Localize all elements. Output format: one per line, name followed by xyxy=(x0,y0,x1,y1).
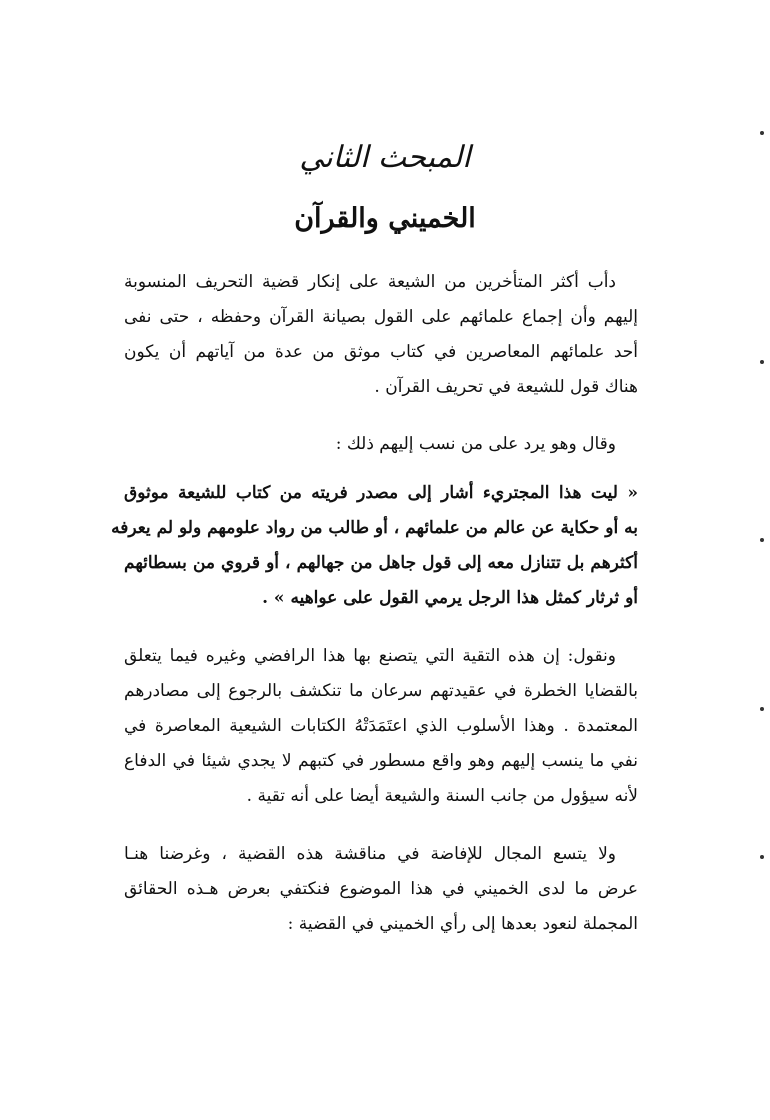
paragraph-response xyxy=(124,639,638,814)
text-line: إليهم وأن إجماع علمائهم على القول بصيانة القرآن وحفظه ، حتى نفى xyxy=(124,307,638,327)
paragraph-quote xyxy=(111,476,638,616)
chapter-title: الخميني والقرآن xyxy=(294,203,476,234)
text-line: أكثرهم بل تتنازل معه إلى قول جاهل من جهالهم ، أو قروي من بسطائهم xyxy=(124,553,638,573)
margin-mark xyxy=(760,131,764,135)
paragraph-intro xyxy=(124,265,638,405)
text-line: نفي ما ينسب إليهم وهو واقع مسطور في كتبهم لا يجدي شيئا في الدفاع xyxy=(124,751,638,771)
text-line: ولا يتسع المجال للإفاضة في مناقشة هذه القضية ، وغرضنا هنـا xyxy=(124,844,616,864)
text-line: المجملة لنعود بعدها إلى رأي الخميني في القضية : xyxy=(287,914,638,934)
text-line: أو ثرثار كمثل هذا الرجل يرمي القول على عواهيه » . xyxy=(262,588,638,608)
text-line: هناك قول للشيعة في تحريف القرآن . xyxy=(374,377,638,397)
text-line: أحد علمائهم المعاصرين في كتاب موثق من عدة من آياتهم أن يكون xyxy=(124,342,638,362)
section-title: المبحث الثاني xyxy=(299,140,471,175)
text-line: عرض ما لدى الخميني في هذا الموضوع فنكتفي بعرض هـذه الحقائق xyxy=(124,879,638,899)
text-line: المعتمدة . وهذا الأسلوب الذي اعتَمَدَتْهُ الكتابات الشيعية المعاصرة في xyxy=(124,716,638,736)
margin-mark xyxy=(760,360,764,364)
text-line: ونقول: إن هذه التقية التي يتصنع بها هذا الرافضي وغيره فيما يتعلق xyxy=(124,646,616,666)
margin-mark xyxy=(760,707,764,711)
margin-mark xyxy=(760,855,764,859)
text-line: بالقضايا الخطرة في عقيدتهم سرعان ما تنكشف بالرجوع إلى مصادرهم xyxy=(124,681,638,701)
paragraph-quote-intro xyxy=(124,427,638,462)
text-line: دأب أكثر المتأخرين من الشيعة على إنكار قضية التحريف المنسوبة xyxy=(124,272,616,292)
margin-mark xyxy=(760,538,764,542)
text-line: به أو حكاية عن عالم من علمائهم ، أو طالب من رواد علومهم ولو لم يعرفه xyxy=(111,518,638,538)
text-line: وقال وهو يرد على من نسب إليهم ذلك : xyxy=(335,434,616,454)
text-line: لأنه سيؤول من جانب السنة والشيعة أيضا على أنه تقية . xyxy=(246,786,638,806)
text-line: « ليت هذا المجتريء أشار إلى مصدر فريته من كتاب للشيعة موثوق xyxy=(124,483,638,503)
paragraph-conclusion xyxy=(124,837,638,942)
